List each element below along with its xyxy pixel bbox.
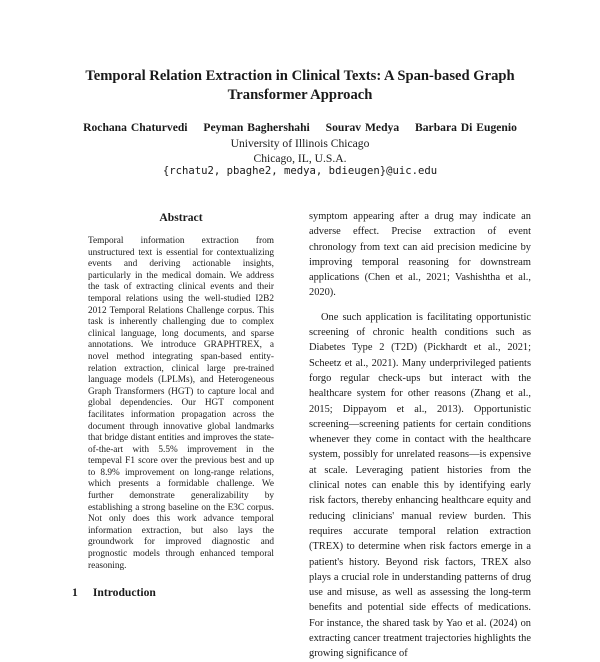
affiliation: University of Illinois Chicago [230, 137, 370, 150]
author-emails: {rchatu2, pbaghe2, medya, bdieugen}@uic.edu [162, 165, 438, 177]
body-column-right [309, 209, 531, 662]
body-paragraph: One such application is facilitating opportunistic screening of chronic health conditions such as Diabetes Type 2 (T2D) (Pickhardt et al., 2021; Scheetz et al., 2021). Many underprivileged patients forgo regular check-ups but interact with the healthcare system for other reasons (Zhang et al., 2015; Dippayom et al., 2013). Opportunistic screening—screening patients for certain conditions whenever they come in contact with the healthcare system, possibly for unrelated reasons—is expensive at scale. Leveraging patient histories from the clinical notes can enable this by identifying early risk factors, thereby enhancing healthcare equity and reducing clinicians' manual review burden. This requires accurate temporal relation extraction (TREX) to determine when risk factors emerge in a patient's history. Beyond risk factors, TREX also plays a crucial role in understanding patterns of drug use and misuse, as well as assessing the long-term benefits and potential side effects of medications. For instance, the shared task by Yao et al. (2024) on extracting cancer treatment trajectories highlights the growing significance of [309, 311, 531, 660]
author-name: Barbara Di Eugenio [415, 121, 517, 134]
paper-title: Temporal Relation Extraction in Clinical Texts: A Span-based Graph Transformer Approach [85, 68, 515, 103]
location: Chicago, IL, U.S.A. [253, 152, 347, 165]
section-heading [72, 586, 156, 599]
author-name: Rochana Chaturvedi [83, 121, 188, 134]
abstract-heading: Abstract [159, 211, 203, 224]
section-number: 1 [72, 586, 78, 599]
abstract-text: Temporal information extraction from unstructured text is essential for contextualizing events and deriving actionable insights, particularly in the medical domain. We address the task of extracting clinical events and their temporal relations using the well-studied I2B2 2012 Temporal Relations Challenge corpus. This task is inherently challenging due to complex clinical language, long documents, and sparse annotations. We introduce GRAPHTREX, a novel method integrating span-based entity-relation extraction, clinical large pre-trained language models (LPLMs), and Heterogeneous Graph Transformers (HGT) to capture local and global dependencies. Our HGT component facilitates information propagation across the document through innovative global landmarks that bridge distant entities and improves the state-of-the-art with 5.5% improvement in the tempeval F1 score over the previous best and up to 8.9% improvement on long-range relations, which presents a formidable challenge. We further demonstrate generalizability by establishing a strong baseline on the E3C corpus. Not only does this work advance temporal information extraction, but also lays the groundwork for improved diagnostic and prognostic models through enhanced temporal reasoning. [88, 236, 274, 571]
author-name: Sourav Medya [325, 121, 400, 134]
author-list [60, 120, 540, 135]
section-title: Introduction [92, 586, 156, 599]
author-name: Peyman Baghershahi [203, 121, 310, 134]
body-paragraph: symptom appearing after a drug may indicate an adverse effect. Precise extraction of event chronology from text can aid precision medicine by improving temporal reasoning for downstream applications (Chen et al., 2021; Vashishtha et al., 2020). [309, 211, 531, 299]
